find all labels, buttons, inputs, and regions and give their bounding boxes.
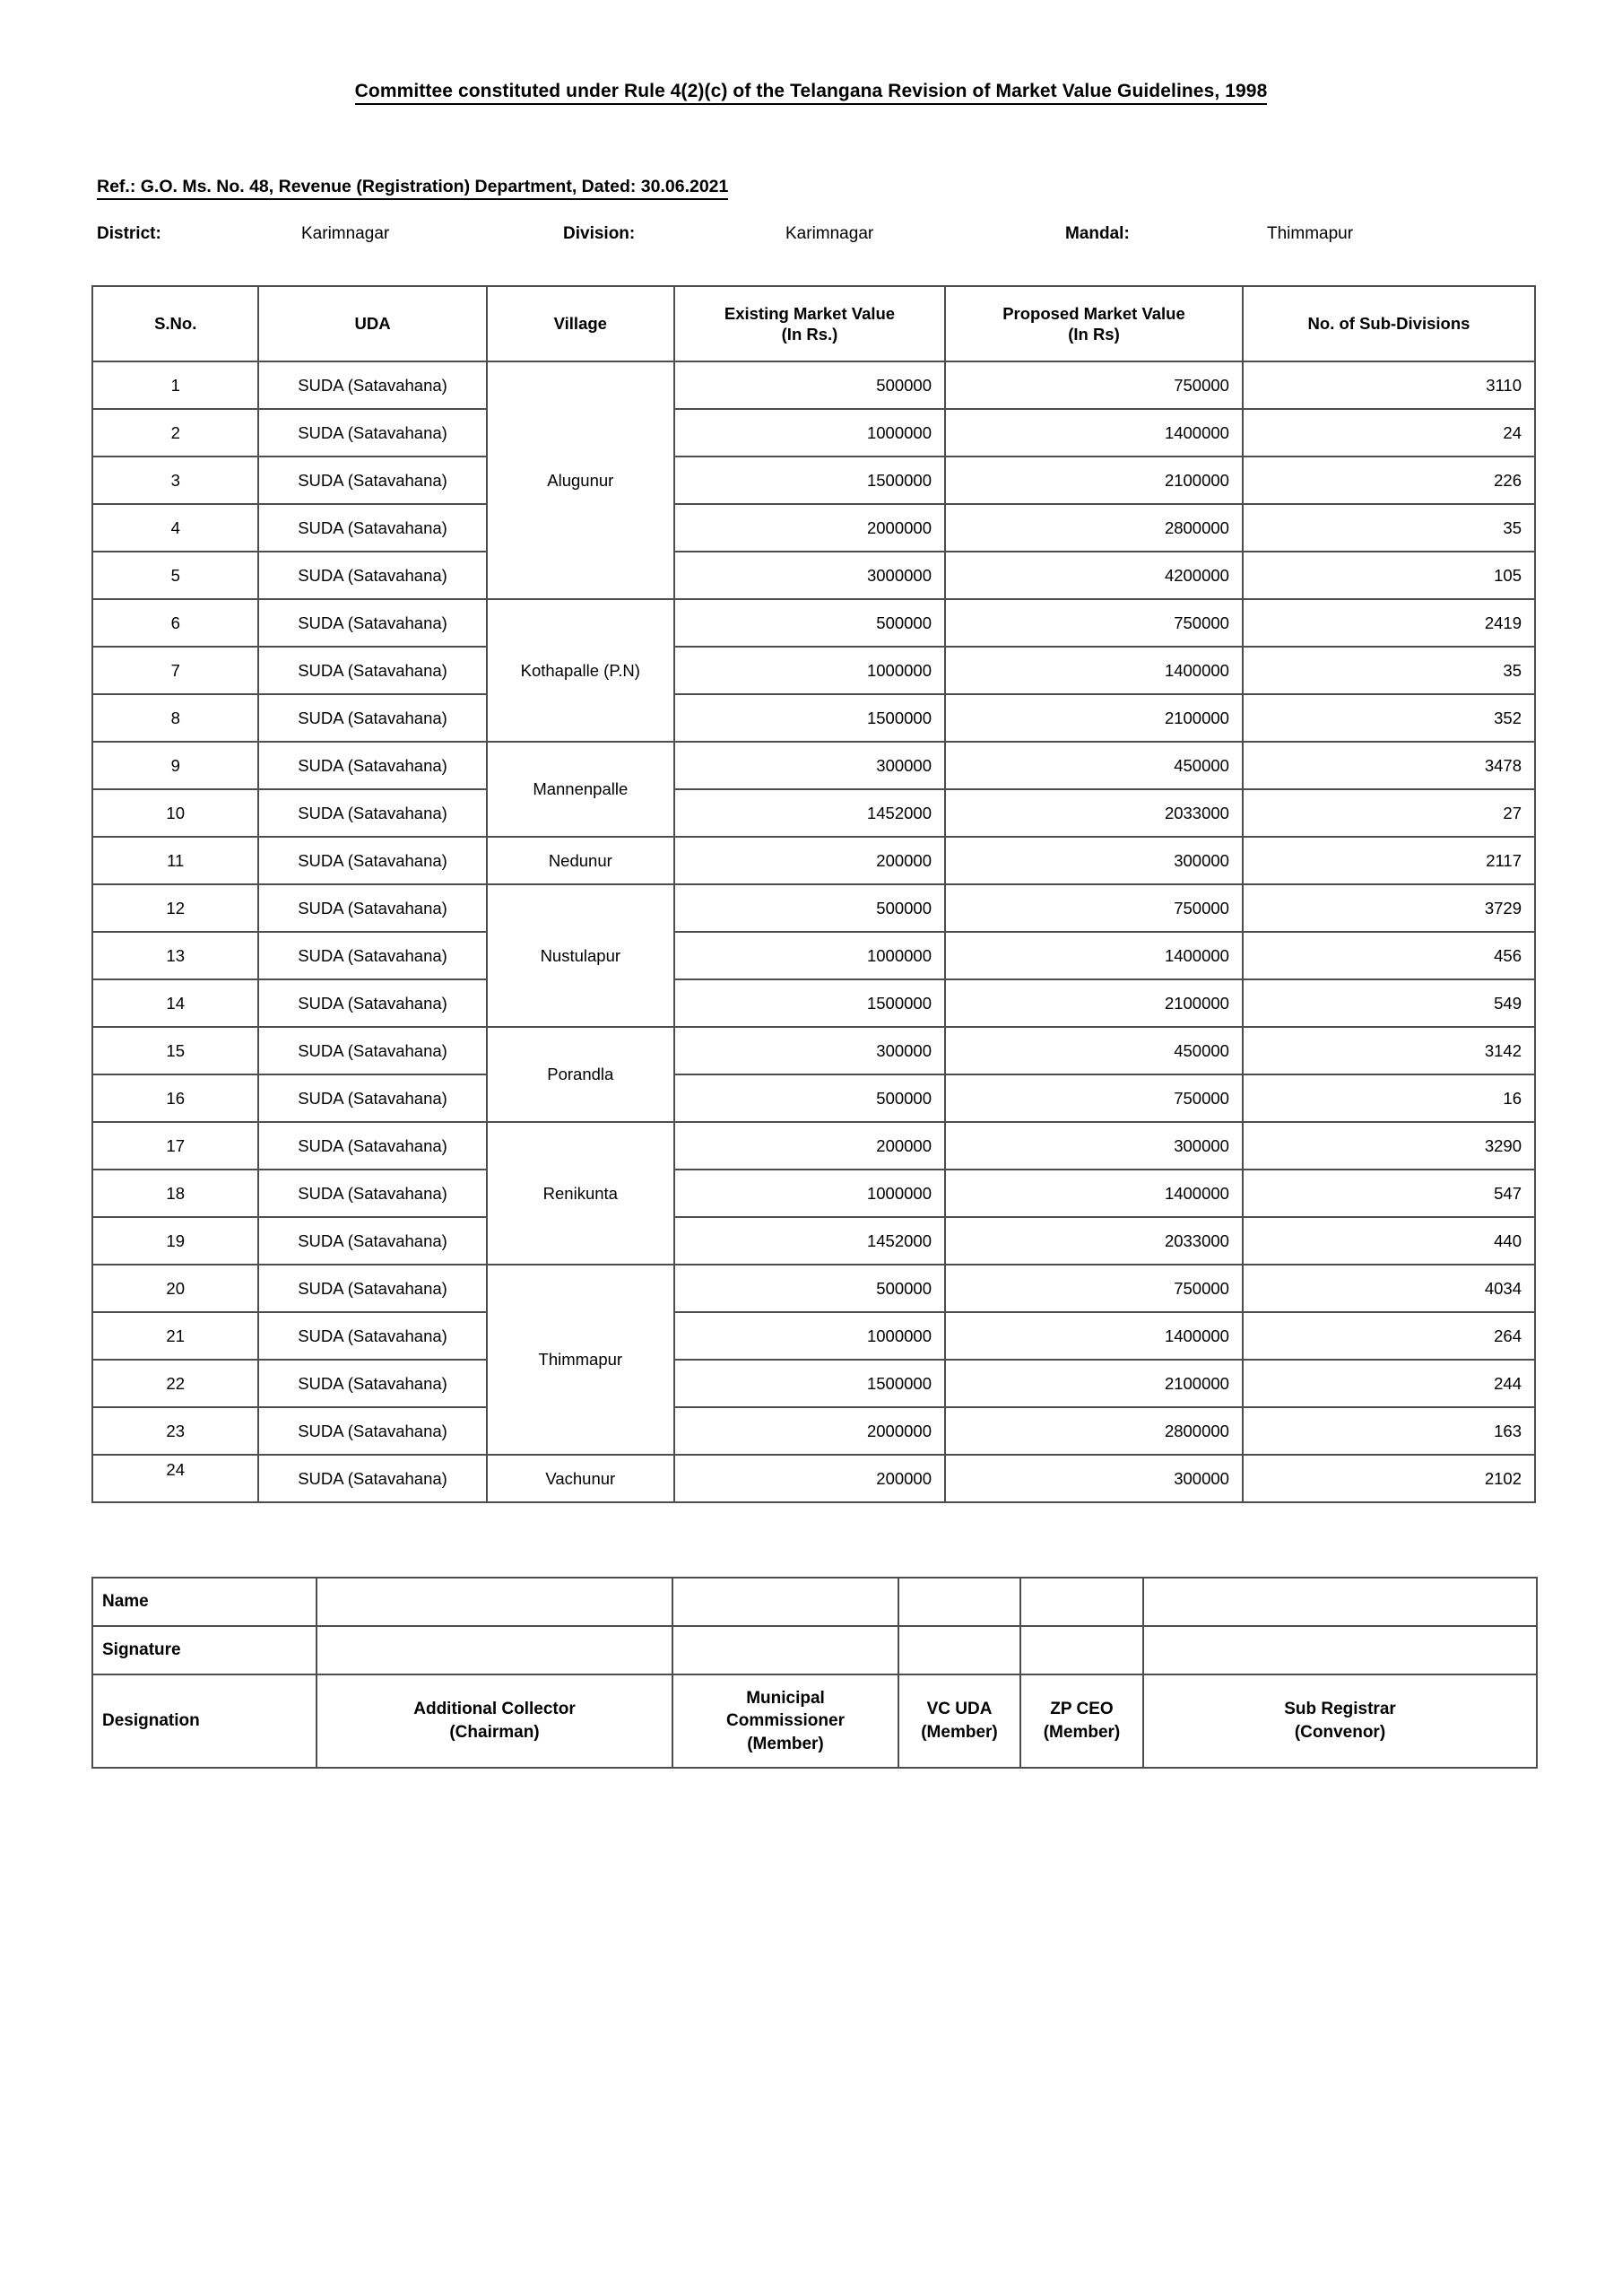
designation-cell-5 [1143, 1674, 1537, 1768]
cell-subdivisions: 3110 [1243, 361, 1535, 409]
table-row [92, 1170, 1535, 1217]
cell-uda: SUDA (Satavahana) [258, 552, 486, 599]
cell-uda: SUDA (Satavahana) [258, 1122, 486, 1170]
cell-uda: SUDA (Satavahana) [258, 837, 486, 884]
cell-subdivisions: 3478 [1243, 742, 1535, 789]
cell-proposed-market-value: 300000 [945, 1455, 1243, 1502]
cell-proposed-market-value: 1400000 [945, 1312, 1243, 1360]
signature-table-container [91, 1577, 1536, 1769]
cell-sno: 5 [92, 552, 258, 599]
cell-proposed-market-value: 2800000 [945, 1407, 1243, 1455]
signature-name-row [92, 1578, 1537, 1626]
cell-sno: 10 [92, 789, 258, 837]
cell-proposed-market-value: 2100000 [945, 1360, 1243, 1407]
header-existing-line2: (In Rs.) [781, 325, 838, 344]
cell-sno: 23 [92, 1407, 258, 1455]
cell-proposed-market-value: 450000 [945, 742, 1243, 789]
cell-proposed-market-value: 300000 [945, 837, 1243, 884]
cell-existing-market-value: 500000 [674, 599, 945, 647]
division-label: Division: [563, 224, 636, 243]
cell-existing-market-value: 1500000 [674, 979, 945, 1027]
cell-subdivisions: 16 [1243, 1074, 1535, 1122]
division-value: Karimnagar [785, 224, 874, 243]
cell-subdivisions: 35 [1243, 504, 1535, 552]
header-village: Village [487, 286, 674, 361]
cell-subdivisions: 244 [1243, 1360, 1535, 1407]
district-label: District: [97, 224, 161, 243]
cell-existing-market-value: 200000 [674, 837, 945, 884]
cell-village: Mannenpalle [487, 742, 674, 837]
table-row [92, 789, 1535, 837]
cell-uda: SUDA (Satavahana) [258, 1455, 486, 1502]
cell-proposed-market-value: 2100000 [945, 979, 1243, 1027]
cell-sno: 3 [92, 457, 258, 504]
cell-uda: SUDA (Satavahana) [258, 599, 486, 647]
table-row [92, 979, 1535, 1027]
cell-proposed-market-value: 750000 [945, 884, 1243, 932]
page-title-text: Committee constituted under Rule 4(2)(c) of the Telangana Revision of Market Value Guidelines, 1998 [355, 81, 1268, 105]
table-row [92, 457, 1535, 504]
cell-uda: SUDA (Satavahana) [258, 504, 486, 552]
table-row [92, 361, 1535, 409]
cell-uda: SUDA (Satavahana) [258, 1074, 486, 1122]
cell-existing-market-value: 500000 [674, 1265, 945, 1312]
cell-subdivisions: 264 [1243, 1312, 1535, 1360]
mandal-value: Thimmapur [1267, 224, 1354, 243]
cell-proposed-market-value: 2100000 [945, 694, 1243, 742]
cell-proposed-market-value: 2033000 [945, 1217, 1243, 1265]
cell-uda: SUDA (Satavahana) [258, 979, 486, 1027]
cell-uda: SUDA (Satavahana) [258, 647, 486, 694]
cell-existing-market-value: 2000000 [674, 504, 945, 552]
designation-1-line1: Additional Collector [413, 1700, 576, 1719]
cell-sno: 13 [92, 932, 258, 979]
designation-3-line1: VC UDA [926, 1700, 993, 1719]
name-field-4[interactable] [1020, 1578, 1143, 1626]
cell-sno: 4 [92, 504, 258, 552]
header-uda: UDA [258, 286, 486, 361]
cell-proposed-market-value: 1400000 [945, 932, 1243, 979]
cell-proposed-market-value: 1400000 [945, 409, 1243, 457]
cell-subdivisions: 2102 [1243, 1455, 1535, 1502]
cell-uda: SUDA (Satavahana) [258, 409, 486, 457]
designation-3-line2: (Member) [921, 1723, 998, 1742]
cell-village: Porandla [487, 1027, 674, 1122]
cell-existing-market-value: 1452000 [674, 1217, 945, 1265]
table-row [92, 504, 1535, 552]
table-row [92, 1312, 1535, 1360]
designation-2-line2: Commissioner [726, 1711, 845, 1731]
cell-proposed-market-value: 450000 [945, 1027, 1243, 1074]
cell-village: Kothapalle (P.N) [487, 599, 674, 742]
designation-cell-2 [672, 1674, 898, 1768]
reference-line [97, 177, 728, 197]
cell-existing-market-value: 3000000 [674, 552, 945, 599]
market-value-table-body [92, 361, 1535, 1502]
cell-village: Nedunur [487, 837, 674, 884]
cell-subdivisions: 3142 [1243, 1027, 1535, 1074]
cell-sno: 17 [92, 1122, 258, 1170]
cell-village: Vachunur [487, 1455, 674, 1502]
table-row [92, 742, 1535, 789]
cell-subdivisions: 3729 [1243, 884, 1535, 932]
table-row [92, 1074, 1535, 1122]
cell-subdivisions: 549 [1243, 979, 1535, 1027]
cell-sno: 9 [92, 742, 258, 789]
cell-proposed-market-value: 750000 [945, 361, 1243, 409]
cell-sno: 18 [92, 1170, 258, 1217]
cell-subdivisions: 2419 [1243, 599, 1535, 647]
cell-proposed-market-value: 2033000 [945, 789, 1243, 837]
cell-sno: 1 [92, 361, 258, 409]
cell-subdivisions: 456 [1243, 932, 1535, 979]
cell-proposed-market-value: 750000 [945, 599, 1243, 647]
table-row [92, 884, 1535, 932]
cell-uda: SUDA (Satavahana) [258, 457, 486, 504]
cell-subdivisions: 2117 [1243, 837, 1535, 884]
cell-sno: 19 [92, 1217, 258, 1265]
table-row [92, 837, 1535, 884]
header-subdivisions: No. of Sub-Divisions [1243, 286, 1535, 361]
cell-existing-market-value: 300000 [674, 1027, 945, 1074]
designation-2-line1: Municipal [746, 1688, 825, 1708]
cell-sno: 24 [92, 1455, 258, 1502]
designation-1-line2: (Chairman) [449, 1723, 540, 1742]
designation-5-line1: Sub Registrar [1284, 1700, 1396, 1719]
reference-text: Ref.: G.O. Ms. No. 48, Revenue (Registration) Department, Dated: 30.06.2021 [97, 177, 728, 200]
market-value-table-head [92, 286, 1535, 361]
cell-sno: 21 [92, 1312, 258, 1360]
cell-sno: 20 [92, 1265, 258, 1312]
signature-field-4[interactable] [1020, 1626, 1143, 1674]
table-header-row [92, 286, 1535, 361]
table-row [92, 932, 1535, 979]
name-field-2[interactable] [672, 1578, 898, 1626]
designation-5-line2: (Convenor) [1294, 1723, 1386, 1742]
cell-sno: 6 [92, 599, 258, 647]
cell-existing-market-value: 500000 [674, 361, 945, 409]
cell-existing-market-value: 500000 [674, 1074, 945, 1122]
cell-existing-market-value: 1452000 [674, 789, 945, 837]
cell-uda: SUDA (Satavahana) [258, 1360, 486, 1407]
header-proposed-line2: (In Rs) [1068, 325, 1120, 344]
signature-table-body [92, 1578, 1537, 1768]
cell-village: Renikunta [487, 1122, 674, 1265]
cell-uda: SUDA (Satavahana) [258, 742, 486, 789]
cell-subdivisions: 27 [1243, 789, 1535, 837]
cell-uda: SUDA (Satavahana) [258, 1407, 486, 1455]
designation-2-line3: (Member) [747, 1734, 824, 1753]
cell-uda: SUDA (Satavahana) [258, 361, 486, 409]
table-row [92, 1407, 1535, 1455]
cell-sno: 11 [92, 837, 258, 884]
cell-sno: 8 [92, 694, 258, 742]
cell-sno: 14 [92, 979, 258, 1027]
designation-cell-1 [317, 1674, 672, 1768]
header-existing-line1: Existing Market Value [724, 303, 896, 323]
cell-sno: 7 [92, 647, 258, 694]
cell-subdivisions: 440 [1243, 1217, 1535, 1265]
cell-existing-market-value: 1500000 [674, 457, 945, 504]
cell-sno: 12 [92, 884, 258, 932]
market-value-table-container [91, 285, 1536, 1503]
header-existing-market-value [674, 286, 945, 361]
cell-existing-market-value: 1000000 [674, 932, 945, 979]
name-field-3[interactable] [898, 1578, 1020, 1626]
cell-uda: SUDA (Satavahana) [258, 1265, 486, 1312]
cell-subdivisions: 24 [1243, 409, 1535, 457]
cell-uda: SUDA (Satavahana) [258, 1217, 486, 1265]
table-row [92, 1027, 1535, 1074]
designation-4-line2: (Member) [1043, 1723, 1121, 1742]
cell-proposed-market-value: 750000 [945, 1074, 1243, 1122]
cell-proposed-market-value: 1400000 [945, 647, 1243, 694]
cell-proposed-market-value: 4200000 [945, 552, 1243, 599]
cell-existing-market-value: 300000 [674, 742, 945, 789]
cell-uda: SUDA (Satavahana) [258, 932, 486, 979]
name-field-1[interactable] [317, 1578, 672, 1626]
cell-uda: SUDA (Satavahana) [258, 1027, 486, 1074]
location-meta-row [97, 224, 1540, 249]
signature-field-5[interactable] [1143, 1626, 1537, 1674]
table-row [92, 1122, 1535, 1170]
table-row [92, 1217, 1535, 1265]
cell-subdivisions: 3290 [1243, 1122, 1535, 1170]
cell-proposed-market-value: 750000 [945, 1265, 1243, 1312]
cell-existing-market-value: 1500000 [674, 1360, 945, 1407]
designation-cell-4 [1020, 1674, 1143, 1768]
table-row [92, 1360, 1535, 1407]
table-row [92, 599, 1535, 647]
cell-existing-market-value: 2000000 [674, 1407, 945, 1455]
cell-subdivisions: 547 [1243, 1170, 1535, 1217]
cell-proposed-market-value: 2800000 [945, 504, 1243, 552]
cell-subdivisions: 4034 [1243, 1265, 1535, 1312]
mandal-label: Mandal: [1065, 224, 1130, 243]
cell-proposed-market-value: 300000 [945, 1122, 1243, 1170]
cell-sno: 2 [92, 409, 258, 457]
cell-uda: SUDA (Satavahana) [258, 789, 486, 837]
cell-existing-market-value: 500000 [674, 884, 945, 932]
signature-table [91, 1577, 1538, 1769]
cell-existing-market-value: 1000000 [674, 647, 945, 694]
table-row [92, 1265, 1535, 1312]
signature-field-2[interactable] [672, 1626, 898, 1674]
header-sno: S.No. [92, 286, 258, 361]
cell-proposed-market-value: 2100000 [945, 457, 1243, 504]
cell-subdivisions: 35 [1243, 647, 1535, 694]
cell-uda: SUDA (Satavahana) [258, 1312, 486, 1360]
cell-existing-market-value: 1000000 [674, 1170, 945, 1217]
cell-uda: SUDA (Satavahana) [258, 1170, 486, 1217]
cell-subdivisions: 163 [1243, 1407, 1535, 1455]
table-row [92, 552, 1535, 599]
district-value: Karimnagar [301, 224, 390, 243]
table-row [92, 647, 1535, 694]
signature-sign-row [92, 1626, 1537, 1674]
cell-existing-market-value: 1000000 [674, 409, 945, 457]
name-field-5[interactable] [1143, 1578, 1537, 1626]
signature-field-1[interactable] [317, 1626, 672, 1674]
cell-uda: SUDA (Satavahana) [258, 884, 486, 932]
cell-sno: 22 [92, 1360, 258, 1407]
signature-field-3[interactable] [898, 1626, 1020, 1674]
designation-cell-3 [898, 1674, 1020, 1768]
signature-row-label-designation: Designation [92, 1674, 317, 1768]
designation-4-line1: ZP CEO [1050, 1700, 1114, 1719]
signature-row-label-signature: Signature [92, 1626, 317, 1674]
cell-uda: SUDA (Satavahana) [258, 694, 486, 742]
cell-existing-market-value: 200000 [674, 1455, 945, 1502]
market-value-table [91, 285, 1536, 1503]
table-row [92, 409, 1535, 457]
cell-sno: 15 [92, 1027, 258, 1074]
cell-existing-market-value: 1500000 [674, 694, 945, 742]
cell-village: Nustulapur [487, 884, 674, 1027]
signature-row-label-name: Name [92, 1578, 317, 1626]
header-proposed-market-value [945, 286, 1243, 361]
page-title [0, 81, 1622, 102]
cell-existing-market-value: 200000 [674, 1122, 945, 1170]
header-proposed-line1: Proposed Market Value [1002, 303, 1185, 323]
signature-designation-row [92, 1674, 1537, 1768]
cell-village: Thimmapur [487, 1265, 674, 1455]
cell-subdivisions: 105 [1243, 552, 1535, 599]
cell-proposed-market-value: 1400000 [945, 1170, 1243, 1217]
cell-village: Alugunur [487, 361, 674, 599]
cell-existing-market-value: 1000000 [674, 1312, 945, 1360]
cell-sno: 16 [92, 1074, 258, 1122]
cell-subdivisions: 226 [1243, 457, 1535, 504]
table-row [92, 694, 1535, 742]
table-row [92, 1455, 1535, 1502]
cell-subdivisions: 352 [1243, 694, 1535, 742]
